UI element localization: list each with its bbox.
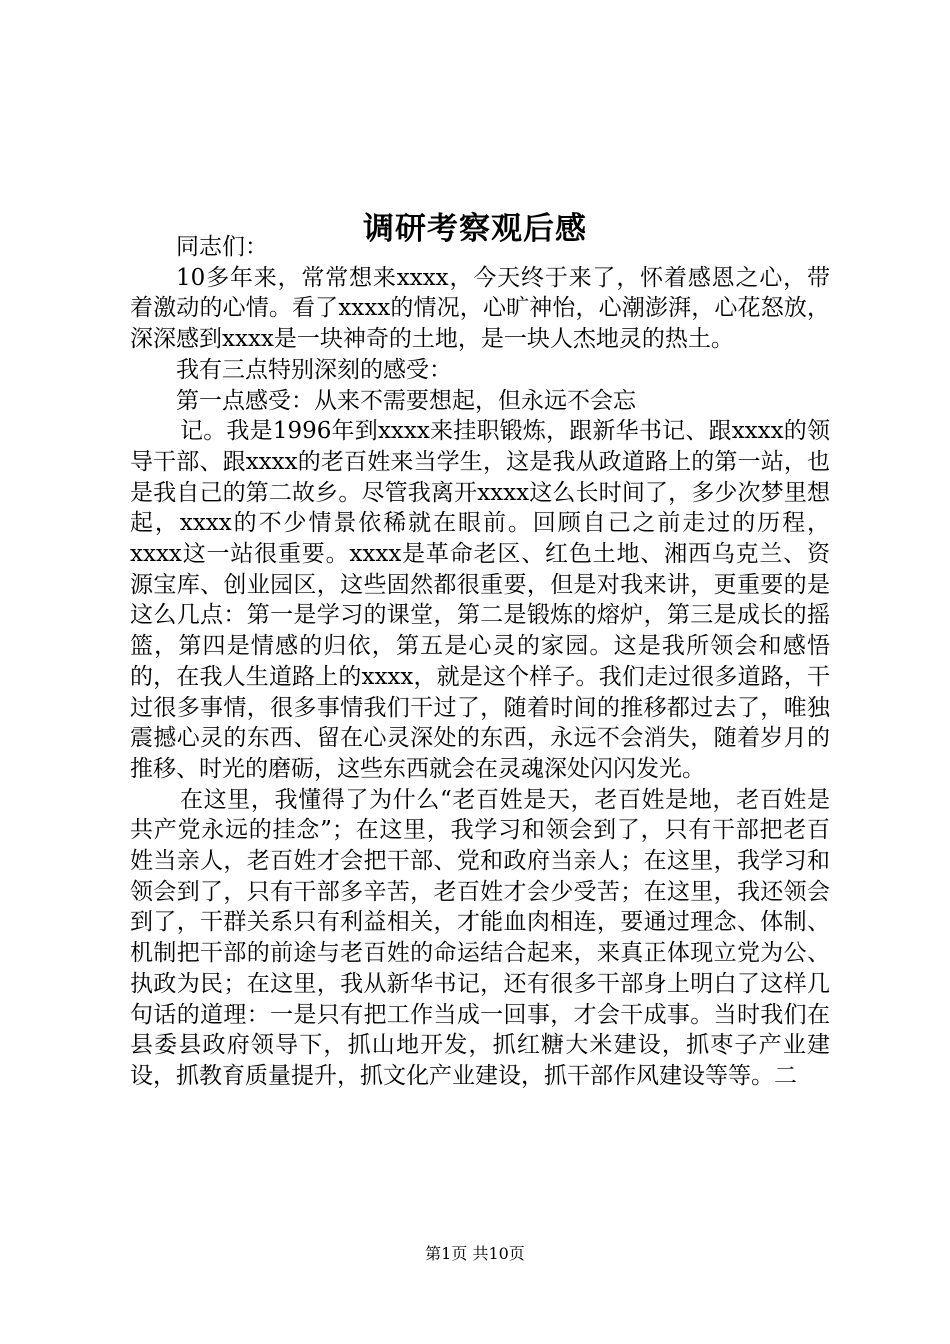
- document-body: [130, 232, 830, 1092]
- paragraph-first-feeling-body: 记。我是1996年到xxxx来挂职锻炼，跟新华书记、跟xxxx的领导干部、跟xxxx的老百姓来当学生，这是我从政道路上的第一站，也是我自己的第二故乡。尽管我离开xxxx这么长时间了，多少次梦里想起，xxxx的不少情景依稀就在眼前。回顾自己之前走过的历程，xxxx这一站很重要。xxxx是革命老区、红色土地、湘西乌克兰、资源宝库、创业园区，这些固然都很重要，但是对我来讲，更重要的是这么几点：第一是学习的课堂，第二是锻炼的熔炉，第三是成长的摇篮，第四是情感的归依，第五是心灵的家园。这是我所领会和感悟的，在我人生道路上的xxxx，就是这个样子。我们走过很多道路，干过很多事情，很多事情我们干过了，随着时间的推移都过去了，唯独震撼心灵的东西、留在心灵深处的东西，永远不会消失，随着岁月的推移、时光的磨砺，这些东西就会在灵魂深处闪闪发光。: [130, 418, 830, 782]
- paragraph-here-lessons: 在这里，我懂得了为什么“老百姓是天，老百姓是地，老百姓是共产党永远的挂念”；在这里，我学习和领会到了，只有干部把老百姓当亲人，老百姓才会把干部、党和政府当亲人；在这里，我学习和领会到了，只有干部多辛苦，老百姓才会少受苦；在这里，我还领会到了，干群关系只有利益相关，才能血肉相连，要通过理念、体制、机制把干部的前途与老百姓的命运结合起来，来真正体现立党为公、执政为民；在这里，我从新华书记，还有很多干部身上明白了这样几句话的道理：一是只有把工作当成一回事，才会干成事。当时我们在县委县政府领导下，抓山地开发，抓红糖大米建设，抓枣子产业建设，抓教育质量提升，抓文化产业建设，抓干部作风建设等等。二: [130, 786, 830, 1089]
- paragraph-three-feelings: 我有三点特别深刻的感受：: [176, 356, 452, 383]
- paragraph-first-feeling-heading: 第一点感受：从来不需要想起，但永远不会忘: [176, 387, 636, 414]
- paragraph-salutation: 同志们：: [176, 234, 268, 260]
- document-title: 调研考察观后感: [363, 210, 587, 247]
- paragraph-intro: 10多年来，常常想来xxxx，今天终于来了，怀着感恩之心，带着激动的心情。看了xxxx的情况，心旷神怡，心潮澎湃，心花怒放，深深感到xxxx是一块神奇的土地，是一块人杰地灵的热土。: [130, 264, 830, 353]
- page-number-footer: 第1页 共10页: [425, 1244, 525, 1263]
